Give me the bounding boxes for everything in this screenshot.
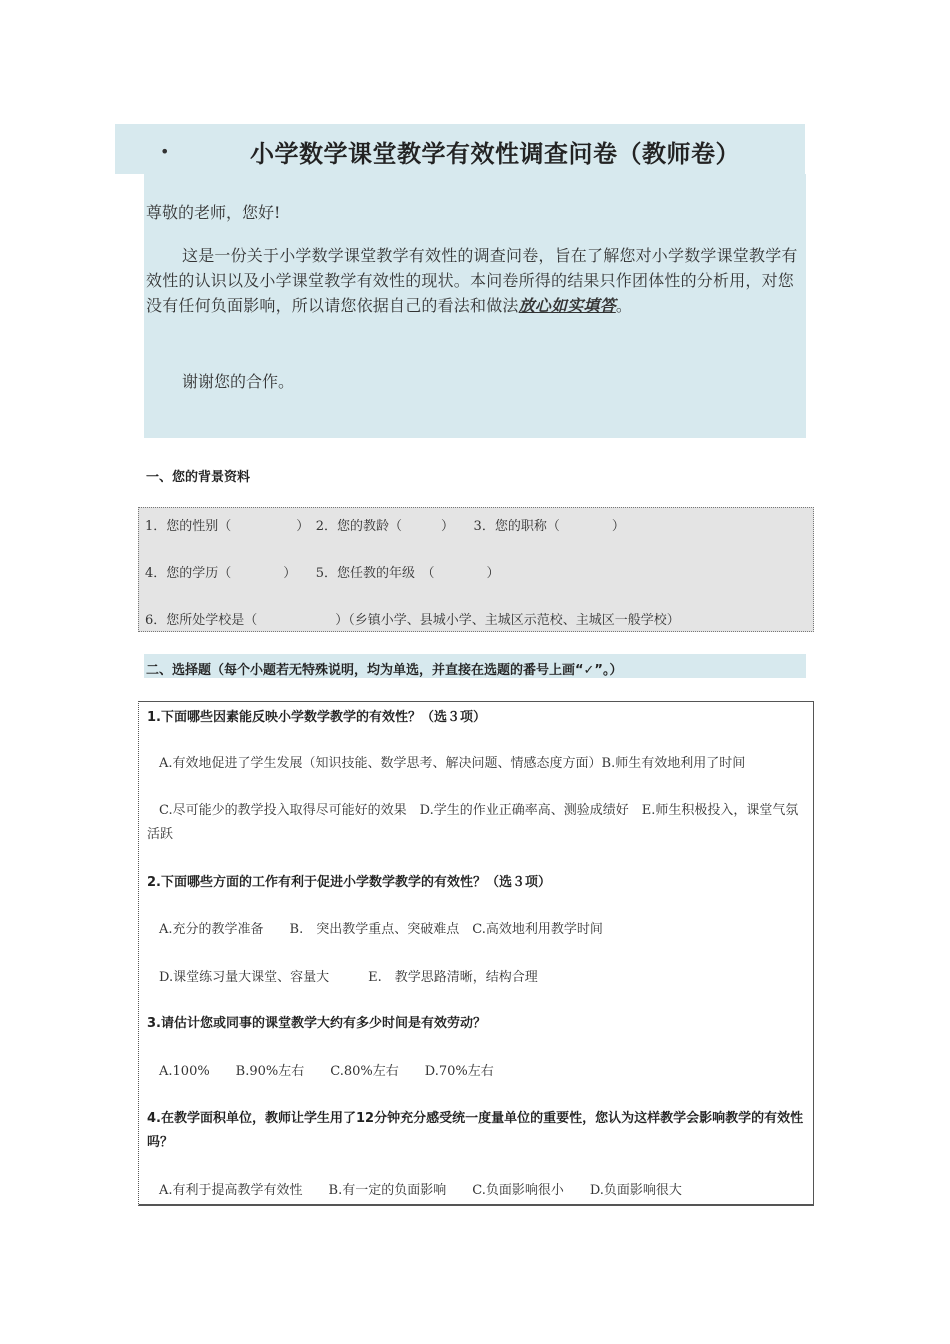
background-info-box — [138, 507, 814, 632]
question-options: D.课堂练习量大课堂、容量大 E. 教学思路清晰，结构合理 — [159, 970, 538, 985]
question-options: A.100% B.90%左右 C.80%左右 D.70%左右 — [159, 1064, 494, 1079]
question-options: C.尽可能少的教学投入取得尽可能好的效果 D.学生的作业正确率高、测验成绩好 E.师生积极投入，课堂气氛活跃 — [147, 803, 799, 842]
intro-text: 这是一份关于小学数学课堂教学有效性的调查问卷，旨在了解您对小学数学课堂教学有效性的认识以及小学课堂教学有效性的现状。本问卷所得的结果只作团体性的分析用，对您没有任何负面影响，所以请您依据自己的看法和做法 — [146, 246, 798, 315]
question-title: 2.下面哪些方面的工作有利于促进小学数学教学的有效性？（选３项） — [147, 875, 551, 890]
question-options: A.充分的教学准备 B. 突出教学重点、突破难点 C.高效地利用教学时间 — [159, 922, 603, 937]
question-options: A.有效地促进了学生发展（知识技能、数学思考、解决问题、情感态度方面）B.师生有效地利用了时间 — [159, 756, 746, 771]
thanks-line: 谢谢您的合作。 — [182, 372, 295, 391]
question-options: A.有利于提高教学有效性 B.有一定的负面影响 C.负面影响很小 D.负面影响很大 — [159, 1183, 682, 1198]
intro-emphasis: 放心如实填答 — [518, 296, 616, 315]
background-row: 6．您所处学校是（ ）（乡镇小学、县城小学、主城区示范校、主城区一般学校） — [145, 613, 680, 628]
question-title: 1.下面哪些因素能反映小学数学教学的有效性？（选３项） — [147, 710, 486, 725]
section-background-title: 一、您的背景资料 — [146, 470, 251, 485]
question-title: 4.在教学面积单位，教师让学生用了12分钟充分感受统一度量单位的重要性，您认为这样教学会影响教学的有效性吗？ — [147, 1111, 804, 1150]
intro-end: 。 — [615, 296, 633, 315]
title-bullet: • — [160, 142, 170, 161]
page-title: 小学数学课堂教学有效性调查问卷（教师卷） — [250, 139, 740, 168]
questions-box — [138, 701, 814, 1206]
section-choice-title: 二、选择题（每个小题若无特殊说明，均为单选，并直接在选题的番号上画“✓”。） — [146, 663, 623, 678]
intro-paragraph — [146, 243, 808, 318]
question-title: 3.请估计您或同事的课堂教学大约有多少时间是有效劳动？ — [147, 1016, 486, 1031]
background-row: 1．您的性别（ ） 2．您的教龄（ ） 3．您的职称（ ） — [145, 519, 625, 534]
background-row: 4．您的学历（ ） 5．您任教的年级 （ ） — [145, 566, 500, 581]
greeting: 尊敬的老师，您好! — [146, 203, 281, 222]
